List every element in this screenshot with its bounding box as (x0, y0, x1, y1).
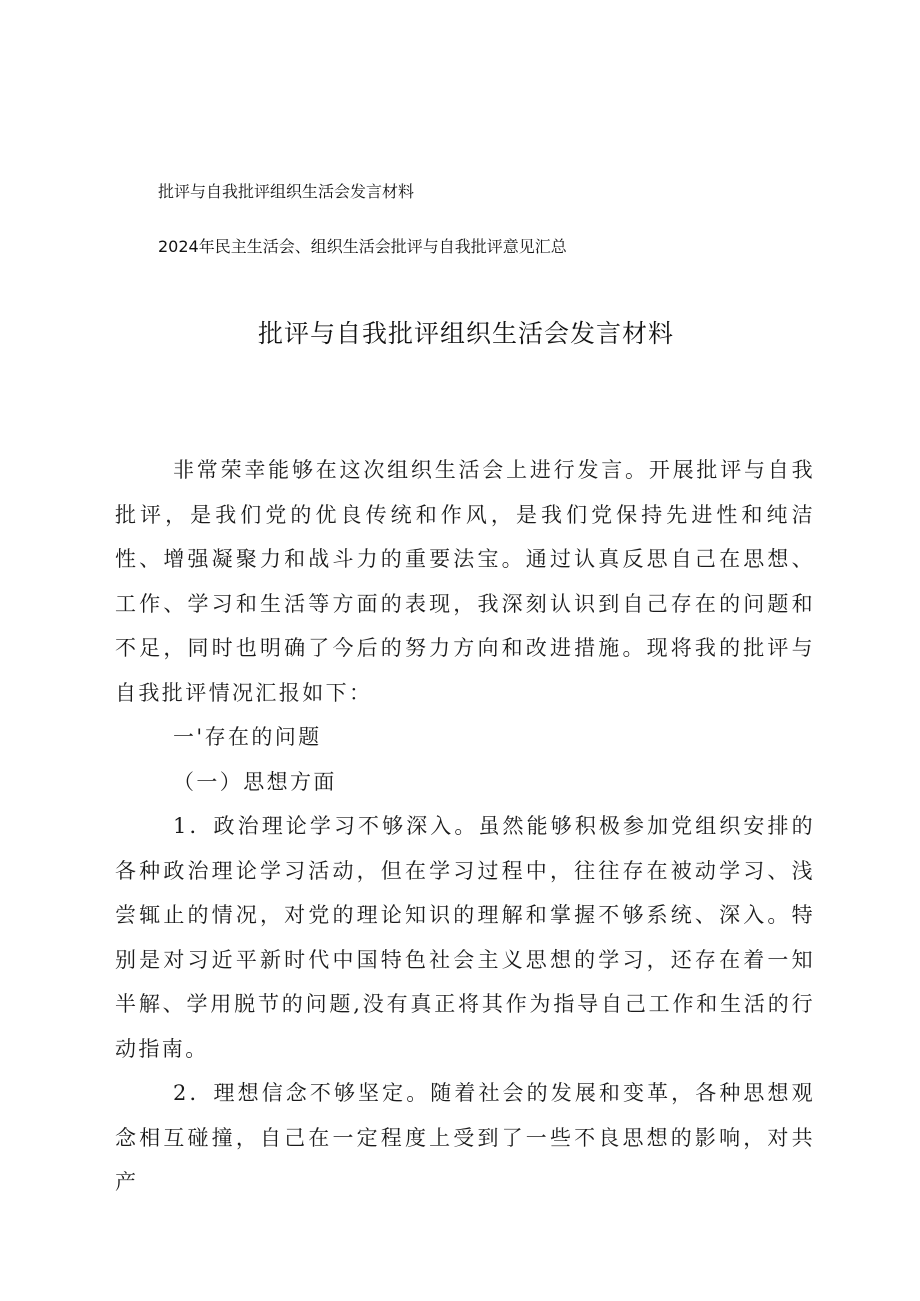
subsection-heading-thought: （一）思想方面 (173, 769, 337, 794)
intro-paragraph: 非常荣幸能够在这次组织生活会上进行发言。开展批评与自我批评，是我们党的优良传统和作风，是我们党保持先进性和纯洁性、增强凝聚力和战斗力的重要法宝。通过认真反思自己在思想、工作、学习和生活等方面的表现，我深刻认识到自己存在的问题和不足，同时也明确了今后的努力方向和改进措施。现将我的批评与自我批评情况汇报如下： (115, 458, 815, 705)
document-title: 批评与自我批评组织生活会发言材料 (257, 319, 674, 348)
section-heading-problems: 一'存在的问题 (173, 725, 322, 749)
toc-entry-speech-material[interactable]: 批评与自我批评组织生活会发言材料 (158, 182, 415, 201)
document-body (115, 448, 815, 1205)
toc-entry-opinion-summary[interactable]: 2024年民主生活会、组织生活会批评与自我批评意见汇总 (158, 237, 567, 256)
item-paragraph-ideals-belief: 2．理想信念不够坚定。随着社会的发展和变革，各种思想观念相互碰撞，自己在一定程度上受到了一些不良思想的影响，对共产 (115, 1081, 815, 1194)
item-paragraph-theory-study: 1．政治理论学习不够深入。虽然能够积极参加党组织安排的各种政治理论学习活动，但在学习过程中，往往存在被动学习、浅尝辄止的情况，对党的理论知识的理解和掌握不够系统、深入。特别是对习近平新时代中国特色社会主义思想的学习，还存在着一知半解、学用脱节的问题,没有真正将其作为指导自己工作和生活的行动指南。 (115, 814, 815, 1061)
